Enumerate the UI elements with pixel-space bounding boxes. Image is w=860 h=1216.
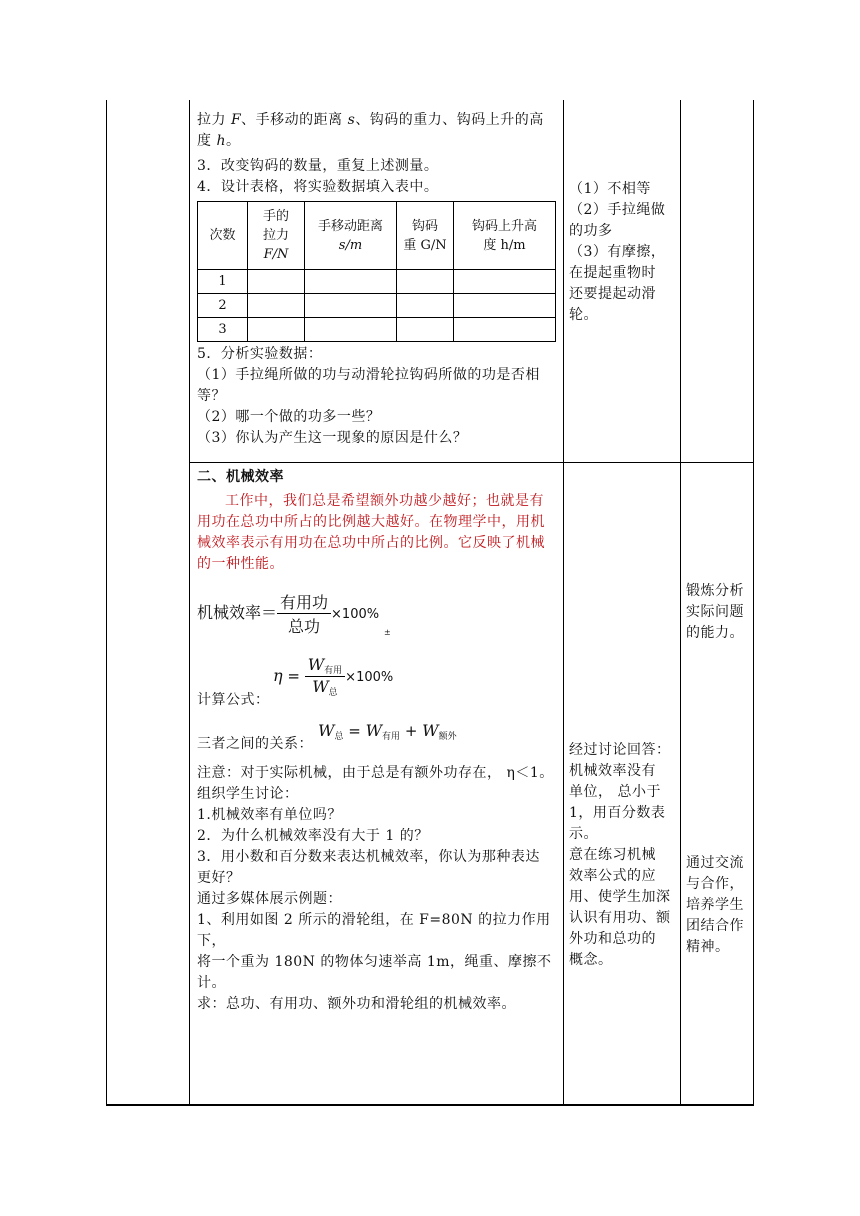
definition-text: 工作中，我们总是希望额外功越少越好；也就是有 用功在总功中所占的比例越大越好。在物理学中，用机 械效率表示有用功在总功中所占的比例。它反映了机械 的一种性能。 [197,493,545,572]
work-relation-formula: $W_总 = W_{有用} + W_{额外}$ [318,721,457,742]
step-line-1: 拉力 F、手移动的距离 s、钩码的重力、钩码上升的高 [197,112,544,128]
small-mark: ± [384,628,391,637]
answer-3: （3）有摩擦， 在提起重物时 还要提起动滑 轮。 [569,244,666,323]
table-border-bottom [106,1104,754,1106]
answer-2: （2）手拉绳做 的功多 [569,202,666,239]
header-times: 次数 [198,202,248,270]
header-distance: 手移动距离 s/m [305,202,397,270]
discuss-q2: 2．为什么机械效率没有大于 1 的？ [197,828,429,844]
top-answers [569,179,679,326]
discussion-block [197,763,561,1015]
question-3: （3）你认为产生这一现象的原因是什么？ [197,430,468,446]
example-problem: 1、利用如图 2 所示的滑轮组，在 F=80N 的拉力作用下， 将一个重为 180N 的物体匀速举高 1m，绳重、摩擦不计。 求：总功、有用功、额外功和滑轮组的机械效率。 [197,912,552,1012]
table-row: 2 [198,294,556,318]
answer-1: （1）不相等 [569,181,651,197]
data-table [197,201,556,342]
efficiency-formula-symbols: η = $\frac{W_{有用}}{W_总}$ ×100% [273,655,394,698]
table-border-right [753,100,754,1105]
section-heading: 二、机械效率 [197,469,284,485]
question-1: （1）手拉绳所做的功与动滑轮拉钩码所做的功是否相 等？ [197,367,540,404]
table-border-left [106,100,107,1105]
purpose-cooperation: 通过交流 与合作， 培养学生 团结合作 精神。 [686,855,744,955]
header-height: 钩码上升高 度 h/m [454,202,556,270]
step-3: 3．改变钩码的数量，重复上述测量。 [197,158,439,174]
discuss-q1: 1.机械效率有单位吗？ [197,807,342,823]
calc-label: 计算公式： [197,692,270,708]
analysis-questions [197,344,559,449]
table-border-col2 [563,100,564,1105]
question-2: （2）哪一个做的功多一些？ [197,409,381,425]
step-line-2: 度 h。 [197,133,241,149]
table-row: 1 [198,270,556,294]
section2-intro [197,467,561,575]
multimedia-label: 通过多媒体展示例题： [197,891,342,907]
discuss-label: 组织学生讨论： [197,786,299,802]
efficiency-formula-words: 机械效率＝ $\frac{\text{有用功}}{\text{总功}}$ ×100% [197,590,379,637]
discuss-q3: 3．用小数和百分数来表达机械效率，你认为那种表达 更好？ [197,849,540,886]
table-row: 3 [198,318,556,342]
experiment-steps [197,110,559,198]
table-border-col1 [189,100,190,1105]
step-4: 4．设计表格，将实验数据填入表中。 [197,179,439,195]
purpose-analysis: 锻炼分析 实际问题 的能力。 [686,583,744,641]
step-5: 5．分析实验数据： [197,346,323,362]
header-weight: 钩码 重 G/N [397,202,454,270]
table-border-col3 [680,100,681,1105]
section2-answers: 经过讨论回答： 机械效率没有 单位， 总小于 1，用百分数表 示。 意在练习机械 效率公式的应 用、使学生加深 认识有用功、额 外功和总功的 概念。 [569,742,671,968]
note-text: 注意：对于实际机械，由于总是有额外功存在， η＜1。 [197,765,554,781]
header-force: 手的 拉力 F/N [248,202,305,270]
table-row-divider [189,462,754,463]
relation-label: 三者之间的关系： [197,736,313,752]
